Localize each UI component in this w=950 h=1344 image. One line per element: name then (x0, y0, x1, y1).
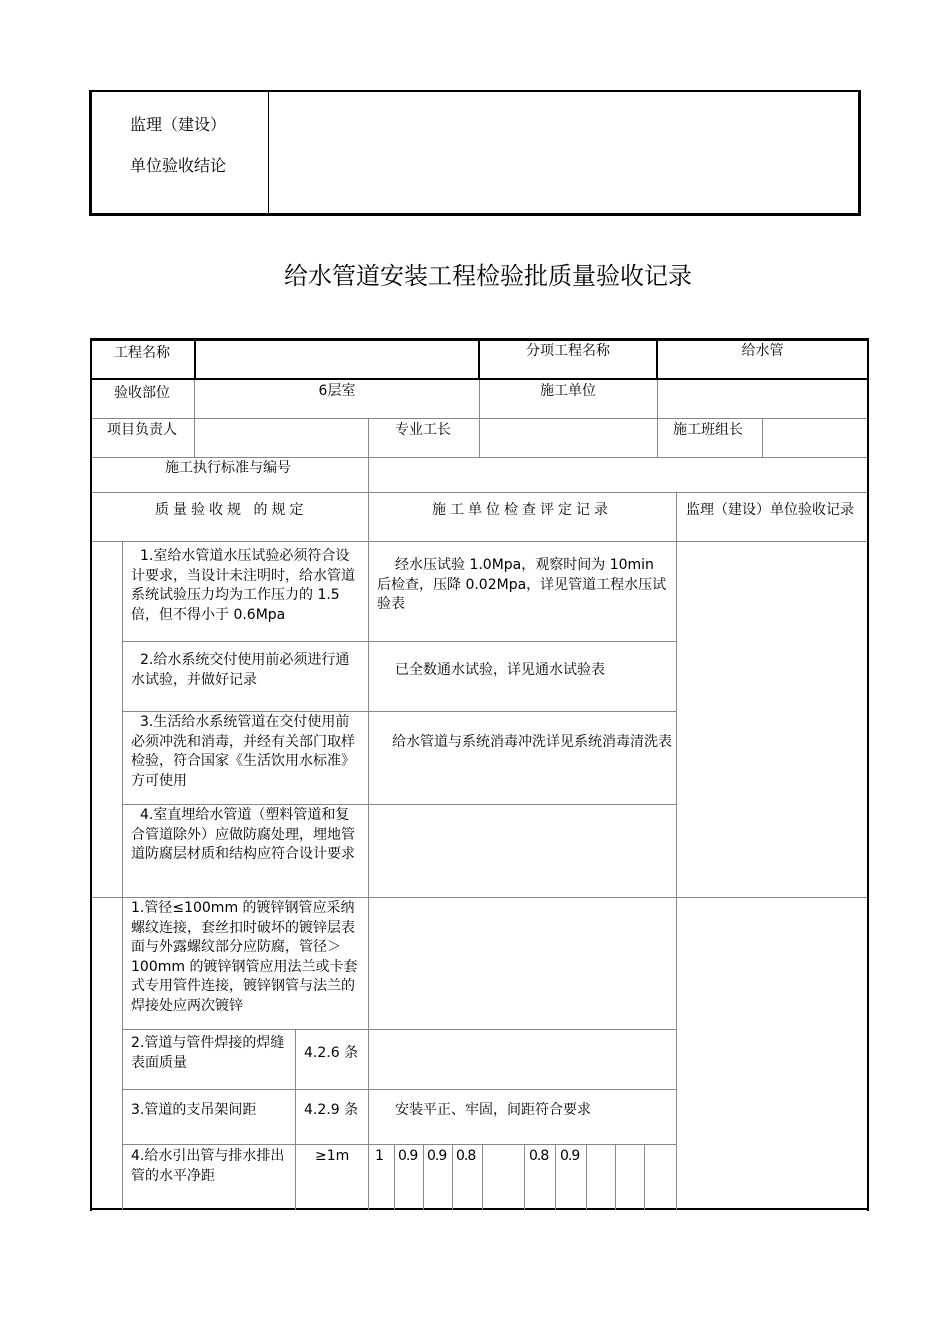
main-item-3-spec: 3.生活给水系统管道在交付使用前必须冲洗和消毒，并经有关部门取样检验，符合国家《生活饮用水标准》方可使用 (131, 714, 355, 789)
col-spec-header: 质量验收规 的规定 (155, 502, 308, 518)
main-item-2-spec: 2.给水系统交付使用前必须进行通水试验，并做好记录 (131, 652, 350, 688)
col-construction-record-header: 施工单位检查评定记录 (432, 502, 612, 518)
col-supervision-record-header: 监理（建设）单位验收记录 (686, 502, 854, 518)
project-name-label: 工程名称 (114, 345, 170, 361)
supervision-conclusion-label-1: 监理（建设） (130, 115, 227, 134)
acceptance-part-value: 6层室 (318, 383, 356, 399)
main-item-1-record: 经水压试验 1.0Mpa，观察时间为 10min 后检查，压降 0.02Mpa，详见管道工程水压试验表 (377, 557, 667, 612)
sub-project-label: 分项工程名称 (526, 343, 610, 359)
main-item-1-spec: 1.室给水管道水压试验必须符合设计要求，当设计未注明时，给水管道系统试验压力均为工作压力的 1.5 倍，但不得小于 0.6Mpa (131, 548, 355, 623)
measurement-value: 1 (375, 1148, 384, 1164)
main-item-4-spec: 4.室直埋给水管道（塑料管道和复合管道除外）应做防腐处理，埋地管道防腐层材质和结构应符合设计要求 (131, 807, 355, 862)
general-item-2-spec: 2.管道与管件焊接的焊缝表面质量 (131, 1035, 285, 1071)
general-item-3-spec: 3.管道的支吊架间距 (131, 1102, 257, 1118)
general-item-3-clause: 4.2.9 条 (304, 1102, 359, 1118)
main-item-2-record: 已全数通水试验，详见通水试验表 (395, 662, 605, 678)
supervision-conclusion-label-2: 单位验收结论 (130, 156, 227, 175)
foreman-label: 专业工长 (395, 422, 451, 438)
measurement-value: 0.9 (398, 1148, 418, 1164)
project-manager-label: 项目负责人 (107, 422, 177, 438)
measurement-value: 0.9 (560, 1148, 580, 1164)
page-title: 给水管道安装工程检验批质量验收记录 (284, 262, 692, 290)
measurement-value: 0.8 (456, 1148, 476, 1164)
general-item-1-spec: 1.管径≤100mm 的镀锌钢管应采纳螺纹连接，套丝扣时破坏的镀锌层表面与外露螺纹部分应防腐，管径＞100mm 的镀锌钢管应用法兰或卡套式专用管件连接，镀锌钢管与法兰的焊接处应两次镀锌 (131, 900, 358, 1014)
measurement-value: 0.9 (427, 1148, 447, 1164)
acceptance-part-label: 验收部位 (114, 385, 170, 401)
general-item-3-record: 安装平正、牢固，间距符合要求 (395, 1102, 591, 1118)
main-item-3-record: 给水管道与系统消毒冲洗详见系统消毒清洗表 (392, 734, 672, 750)
standard-label: 施工执行标准与编号 (165, 460, 291, 476)
construction-unit-label: 施工单位 (540, 383, 596, 399)
general-item-4-clause: ≥1m (315, 1148, 350, 1164)
team-leader-label: 施工班组长 (673, 422, 743, 438)
general-item-4-spec: 4.给水引出管与排水排出管的水平净距 (131, 1148, 285, 1184)
general-item-2-clause: 4.2.6 条 (304, 1045, 359, 1061)
sub-project-value: 给水管 (741, 343, 784, 359)
measurement-value: 0.8 (529, 1148, 549, 1164)
